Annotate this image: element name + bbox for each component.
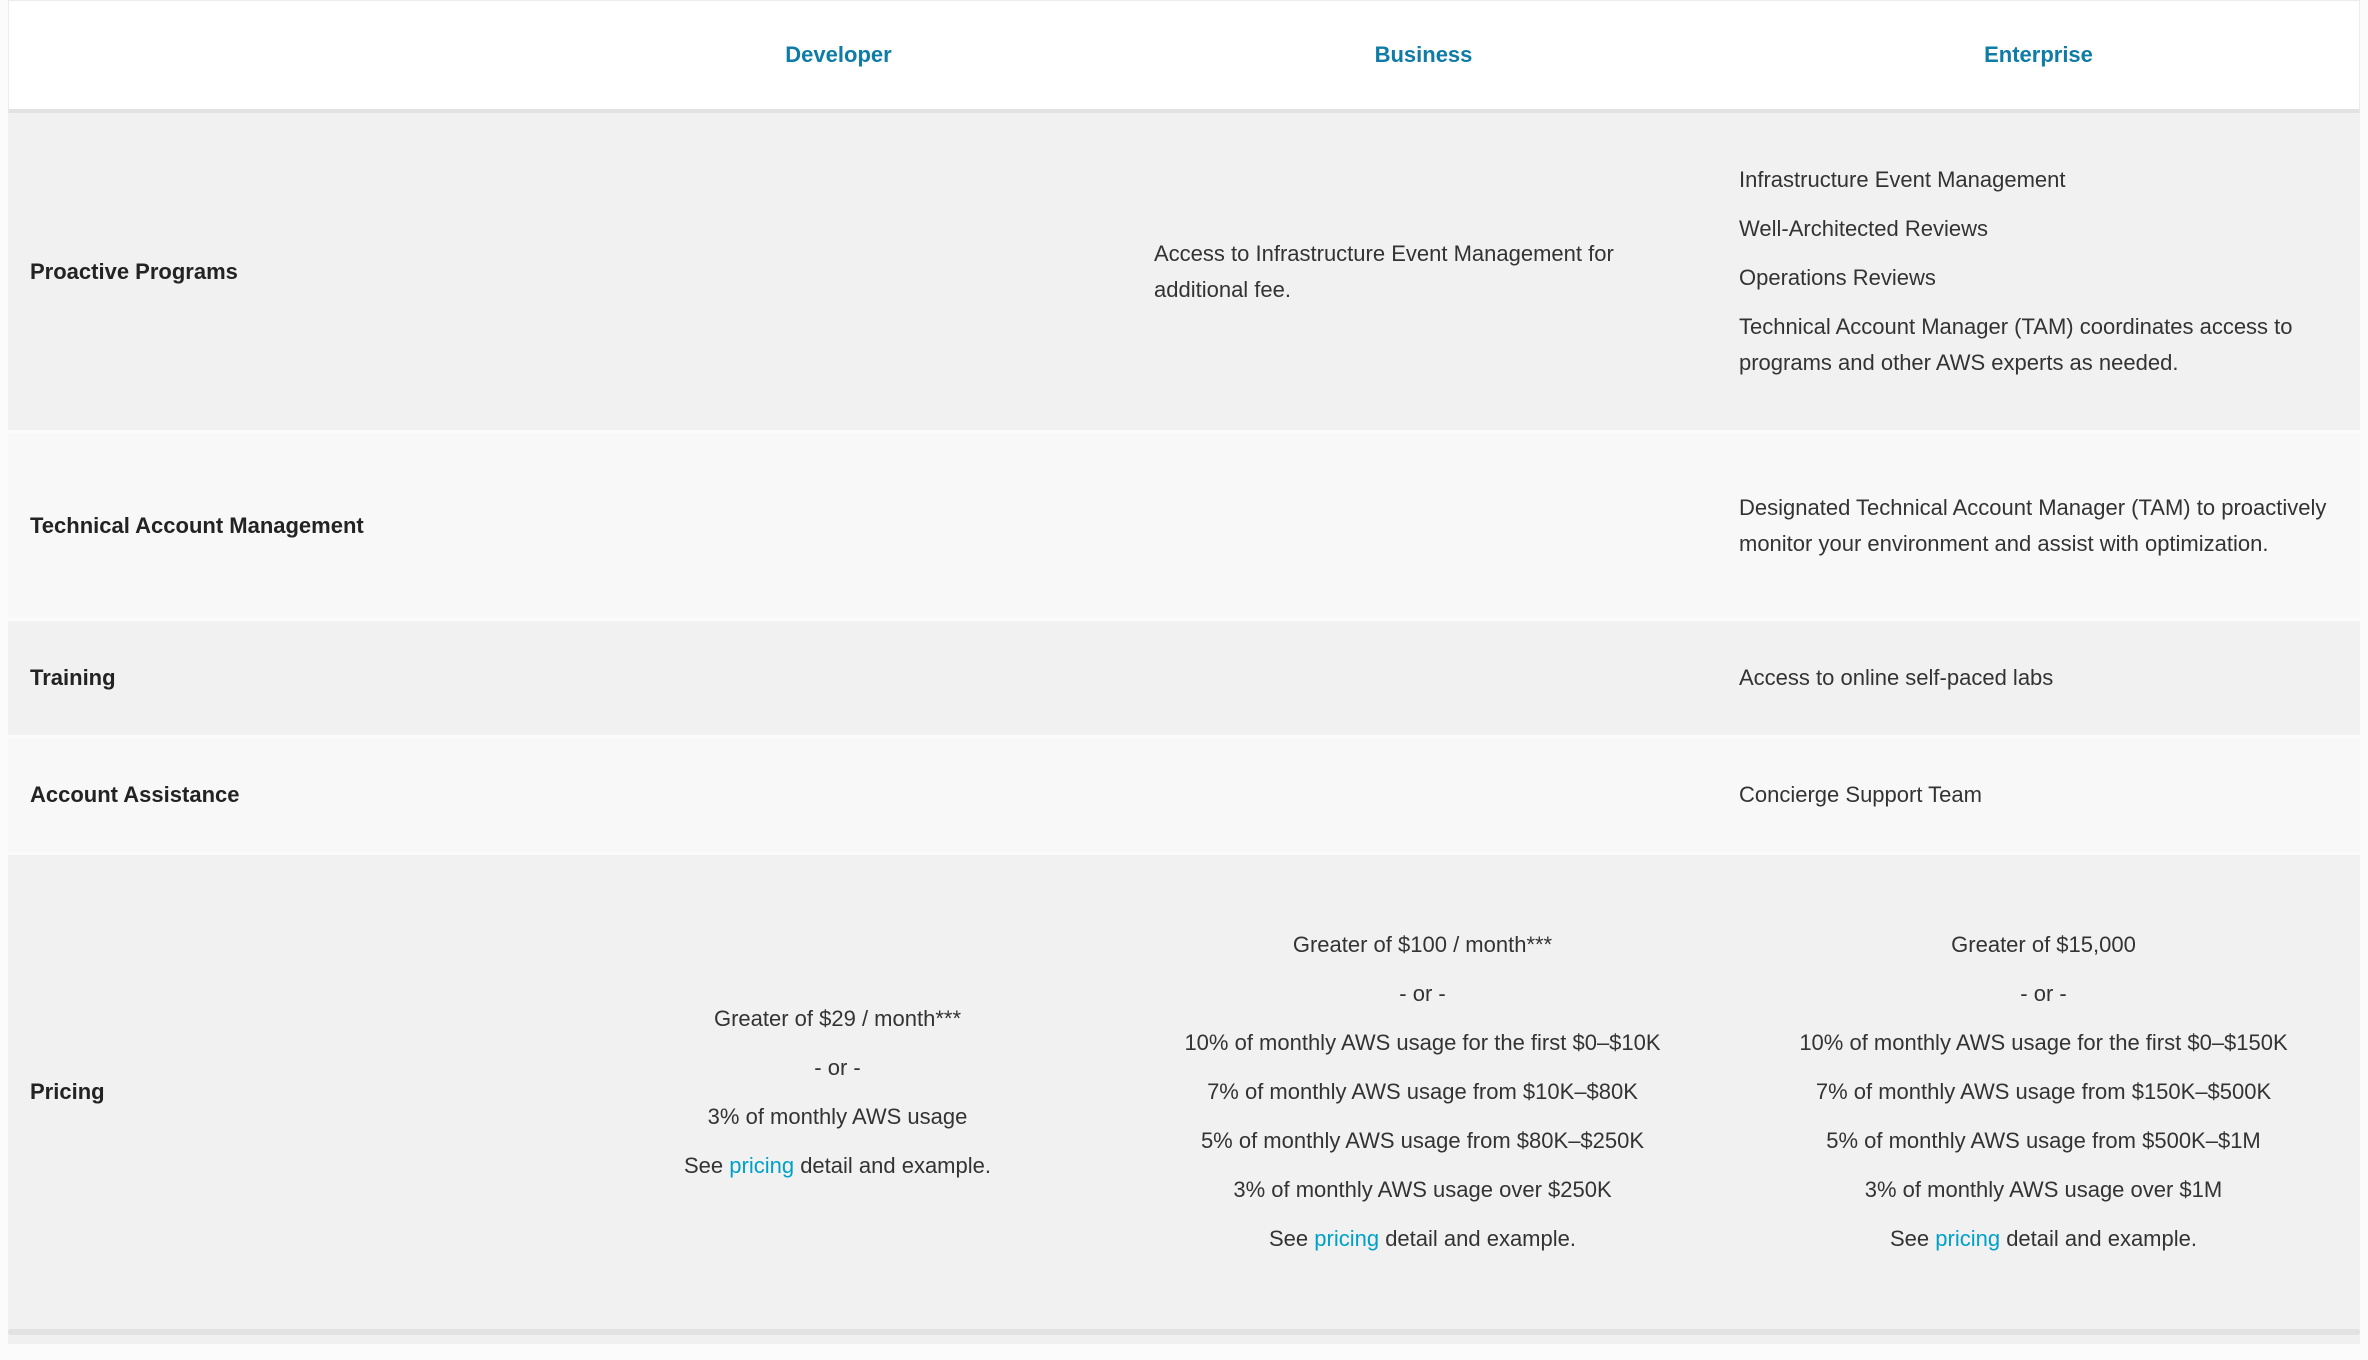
enterprise-cell bbox=[1715, 641, 2360, 715]
row-label: Training bbox=[30, 665, 116, 690]
business-cell bbox=[1130, 520, 1715, 532]
developer-cell bbox=[545, 266, 1130, 278]
next-section-edge bbox=[8, 1335, 2360, 1344]
table-row bbox=[8, 430, 2360, 618]
column-header-enterprise[interactable]: Enterprise bbox=[1984, 42, 2093, 67]
row-label: Proactive Programs bbox=[30, 258, 238, 284]
cell-text: Greater of $15,000 bbox=[1951, 932, 2136, 957]
cell-text: Access to online self-paced labs bbox=[1739, 665, 2054, 690]
cell-text: - or - bbox=[1399, 981, 1446, 1006]
cell-text: Infrastructure Event Management bbox=[1739, 167, 2066, 192]
cell-text: 5% of monthly AWS usage from $80K–$250K bbox=[1200, 1128, 1645, 1153]
cell-text: 7% of monthly AWS usage from $150K–$500K bbox=[1815, 1079, 2272, 1104]
see-pricing-suffix: detail and example. bbox=[2000, 1226, 2197, 1251]
row-label: Account Assistance bbox=[30, 782, 240, 807]
cell-text: Greater of $29 / month*** bbox=[713, 1005, 962, 1031]
developer-cell bbox=[545, 789, 1130, 801]
cell-text: 3% of monthly AWS usage bbox=[707, 1103, 968, 1129]
table-row bbox=[8, 852, 2360, 1329]
business-cell bbox=[1130, 217, 1715, 327]
enterprise-cell bbox=[1715, 758, 2360, 832]
header-label-spacer bbox=[9, 55, 546, 56]
table-header-row bbox=[8, 0, 2360, 113]
see-pricing-sentence bbox=[1154, 1221, 1691, 1257]
developer-cell bbox=[545, 982, 1130, 1203]
pricing-link[interactable]: pricing bbox=[1935, 1226, 2001, 1251]
pricing-link[interactable]: pricing bbox=[729, 1152, 795, 1178]
cell-text: Operations Reviews bbox=[1739, 265, 1936, 290]
table-row bbox=[8, 735, 2360, 852]
see-pricing-prefix: See bbox=[684, 1152, 730, 1178]
cell-text: Greater of $100 / month*** bbox=[1292, 932, 1553, 957]
cell-text: Well-Architected Reviews bbox=[1739, 216, 1989, 241]
pricing-link[interactable]: pricing bbox=[1314, 1226, 1380, 1251]
column-header-business[interactable]: Business bbox=[1374, 42, 1473, 67]
table-row bbox=[8, 113, 2360, 430]
business-cell bbox=[1130, 672, 1715, 684]
cell-text: - or - bbox=[2020, 981, 2067, 1006]
cell-text: Designated Technical Account Manager (TAM) to proactively monitor your environment and assist with optimization. bbox=[1739, 494, 2327, 556]
table-body bbox=[8, 113, 2360, 1329]
cell-text: 3% of monthly AWS usage over $1M bbox=[1864, 1177, 2223, 1202]
see-pricing-sentence bbox=[569, 1148, 1106, 1184]
see-pricing-sentence bbox=[1739, 1221, 2348, 1257]
row-label: Pricing bbox=[30, 1079, 105, 1104]
see-pricing-prefix: See bbox=[1269, 1226, 1315, 1251]
column-header-developer[interactable]: Developer bbox=[785, 42, 892, 67]
cell-text: 10% of monthly AWS usage for the first $0–$10K bbox=[1184, 1030, 1661, 1055]
cell-text: 3% of monthly AWS usage over $250K bbox=[1233, 1177, 1612, 1202]
cell-text: 5% of monthly AWS usage from $500K–$1M bbox=[1826, 1128, 2261, 1153]
see-pricing-suffix: detail and example. bbox=[1379, 1226, 1576, 1251]
enterprise-cell bbox=[1715, 471, 2360, 581]
row-label: Technical Account Management bbox=[30, 512, 364, 538]
cell-text: Access to Infrastructure Event Management for additional fee. bbox=[1154, 240, 1614, 302]
table-row bbox=[8, 618, 2360, 735]
business-cell bbox=[1130, 908, 1715, 1276]
cell-text: 10% of monthly AWS usage for the first $0–$150K bbox=[1799, 1030, 2288, 1055]
enterprise-cell bbox=[1715, 908, 2360, 1276]
developer-cell bbox=[545, 672, 1130, 684]
see-pricing-prefix: See bbox=[1890, 1226, 1936, 1251]
cell-text: 7% of monthly AWS usage from $10K–$80K bbox=[1207, 1079, 1638, 1104]
support-plans-comparison-table bbox=[8, 0, 2360, 1329]
cell-text: - or - bbox=[814, 1054, 861, 1080]
cell-text: Concierge Support Team bbox=[1739, 782, 1982, 807]
see-pricing-suffix: detail and example. bbox=[794, 1152, 991, 1178]
business-cell bbox=[1130, 789, 1715, 801]
developer-cell bbox=[545, 520, 1130, 532]
enterprise-cell bbox=[1715, 143, 2360, 400]
cell-text: Technical Account Manager (TAM) coordinates access to programs and other AWS experts as needed. bbox=[1739, 314, 2293, 375]
